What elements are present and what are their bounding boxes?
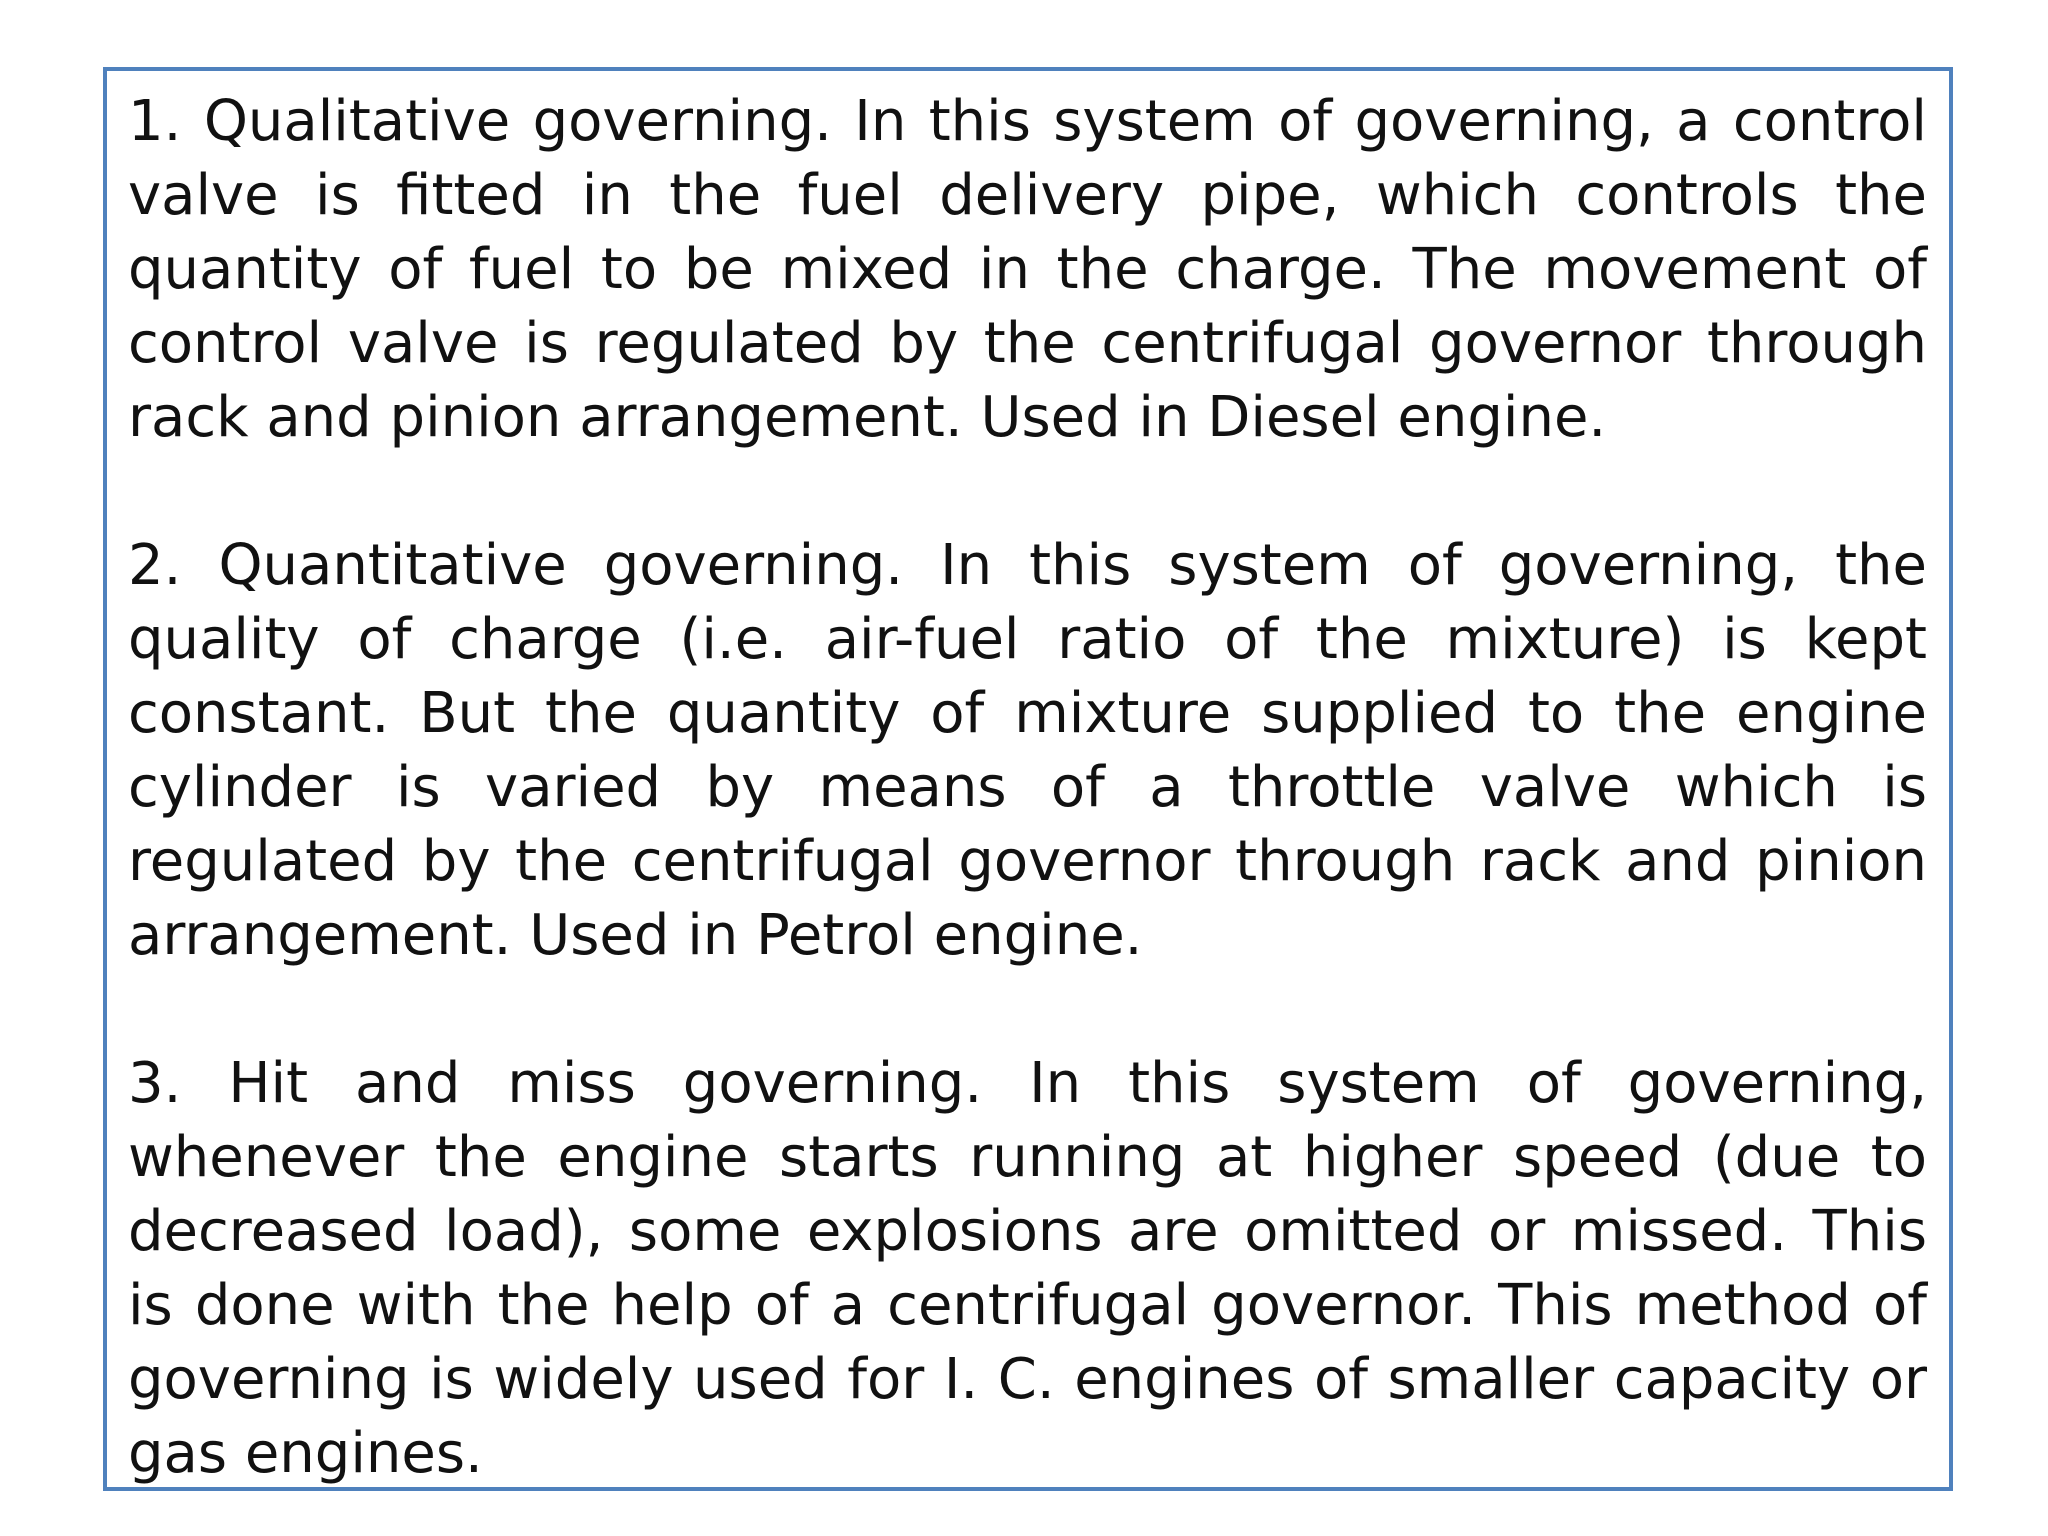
paragraph-qualitative-governing: 1. Qualitative governing. In this system of governing, a control valve is fitted in the fuel delivery pipe, which controls the quantity of fuel to be mixed in the charge. The movement of control valve is regulated by the centrifugal governor through rack and pinion arrangement. Used in Diesel engine. — [128, 89, 1927, 450]
text-box — [103, 67, 1953, 1491]
paragraph-hit-and-miss-governing: 3. Hit and miss governing. In this system of governing, whenever the engine starts running at higher speed (due to decreased load), some explosions are omitted or missed. This is done with the help of a centrifugal governor. This method of governing is widely used for I. C. engines of smaller capacity or gas engines. — [128, 1051, 1927, 1486]
paragraph-quantitative-governing: 2. Quantitative governing. In this system of governing, the quality of charge (i.e. air-fuel ratio of the mixture) is kept constant. But the quantity of mixture supplied to the engine cylinder is varied by means of a throttle valve which is regulated by the centrifugal governor through rack and pinion arrangement. Used in Petrol engine. — [128, 533, 1927, 968]
